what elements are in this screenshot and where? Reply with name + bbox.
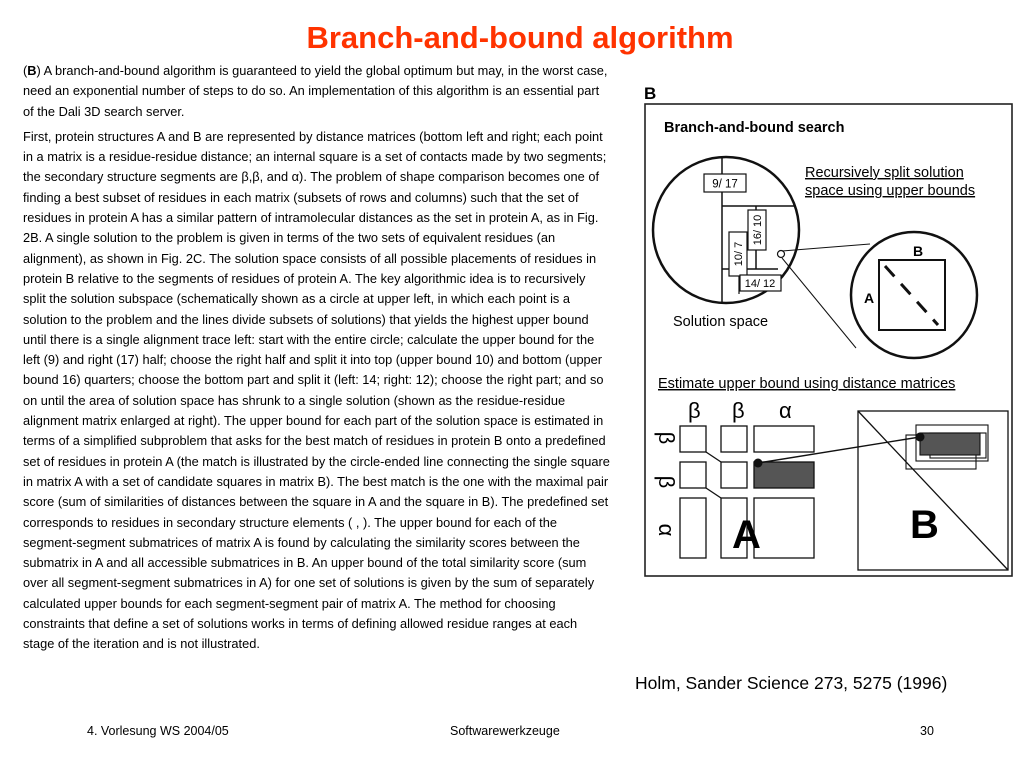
footer-page-number: 30	[920, 724, 934, 738]
figure-heading: Branch-and-bound search	[664, 120, 845, 136]
bound-label-16-10: 16/ 10	[752, 214, 764, 246]
best-match-square	[920, 433, 980, 455]
zoom-point	[778, 251, 785, 258]
match-connector-end	[916, 433, 925, 442]
greek-alpha-top: α	[779, 398, 792, 423]
panel-label: B	[644, 84, 657, 103]
figure-svg	[644, 80, 1014, 580]
matrix-a-highlight	[754, 462, 814, 488]
bound-label-10-7: 10/ 7	[733, 241, 745, 267]
split-caption-line1: Recursively split solution	[805, 165, 964, 181]
zoom-line-bottom	[782, 258, 856, 348]
paragraph-1-text: ) A branch-and-bound algorithm is guaranteed to yield the global optimum but may, in the worst case, need an exponential number of steps to do so. An implementation of this algorithm is an essential part of the Dali 3D search server.	[23, 63, 608, 119]
match-connector-line	[758, 437, 920, 463]
citation: Holm, Sander Science 273, 5275 (1996)	[635, 673, 948, 693]
greek-beta-side-2: β	[654, 475, 679, 489]
match-connector-start	[754, 459, 763, 468]
greek-beta-top-2: β	[732, 398, 745, 423]
slide-title: Branch-and-bound algorithm	[306, 20, 734, 55]
branch-and-bound-figure	[644, 80, 1014, 580]
matrix-b-label: B	[910, 503, 939, 547]
zoom-label-a: A	[864, 290, 875, 306]
bound-label-9-17: 9/ 17	[712, 178, 738, 191]
figure-ref-label: B	[27, 63, 37, 78]
footer-lecture: 4. Vorlesung WS 2004/05	[87, 724, 229, 738]
zoom-line-top	[782, 244, 870, 251]
paragraph-2: First, protein structures A and B are represented by distance matrices (bottom left and right; each point in a matrix is a residue-residue distance; an internal square is a set of contacts made by two segments; the secondary structure segments are β,β, and α). The problem of shape comparison becomes one of finding a best subset of residues in each matrix (subsets of rows and columns) such that the set of residues in protein A has a similar pattern of intramolecular distances as the set in protein A, as in Fig. 2B. A single solution to the problem is given in terms of the two sets of equivalent residues (an alignment), as shown in Fig. 2C. The solution space consists of all possible placements of residues in protein B relative to the segments of residues of protein A. The key algorithmic idea is to recursively split the solution subspace (schematically shown as a circle at upper left, in which each point is a solution to the problem and the lines divide subsets of solutions) that yields the highest upper bound until there is a single alignment trace left: start with the entire circle; calculate the upper bound for the left (9) and right (17) half; choose the right half and split it into top (upper bound 10) and bottom (upper bound 16) quarters; choose the bottom part and split it (left: 14; right: 12); choose the right part; and so on until the area of solution space has shrunk to a single solution (shown as the residue-residue alignment matrix enlarged at right). The upper bound for each part of the solution space is estimated in terms of a simplified subproblem that asks for the best match of residues in protein B onto a predefined set of residues in protein A (the match is illustrated by the circle-ended line connecting the single square in matrix A with a set of candidate squares in matrix B). The best match is the one with the maximal pair score (sum of similarities of distances between the square in A and the square in B). The predefined set corresponds to residues in secondary structure elements ( , ). The upper bound for each of the segment-segment submatrices of matrix A is found by calculating the similarity scores between the submatrix in A and all accessible submatrices in B. An upper bound of the total similarity score (sum over all segment-segment submatrices in A) for one set of solutions is given by the sum of separately calculated upper bounds for each segment-segment pair of matrix A. The method for choosing constraints that define a set of solutions works in terms of defining allowed residue ranges at each stage of the iteration and is not illustrated.	[23, 128, 610, 652]
bound-label-14-12: 14/ 12	[744, 278, 776, 290]
greek-alpha-side: α	[654, 523, 679, 537]
paragraph-1	[23, 61, 611, 122]
matrix-a-label: A	[732, 513, 761, 557]
footer-course: Softwarewerkzeuge	[450, 724, 560, 738]
open-paren: (	[23, 63, 28, 78]
greek-beta-side-1: β	[654, 431, 679, 445]
body-text	[23, 61, 611, 660]
solution-space-label: Solution space	[673, 314, 769, 330]
estimate-caption: Estimate upper bound using distance matrices	[658, 376, 956, 392]
split-caption-line2: space using upper bounds	[805, 183, 976, 199]
zoom-label-b: B	[913, 243, 924, 259]
alignment-trace	[885, 266, 938, 325]
greek-beta-top-1: β	[688, 398, 701, 423]
